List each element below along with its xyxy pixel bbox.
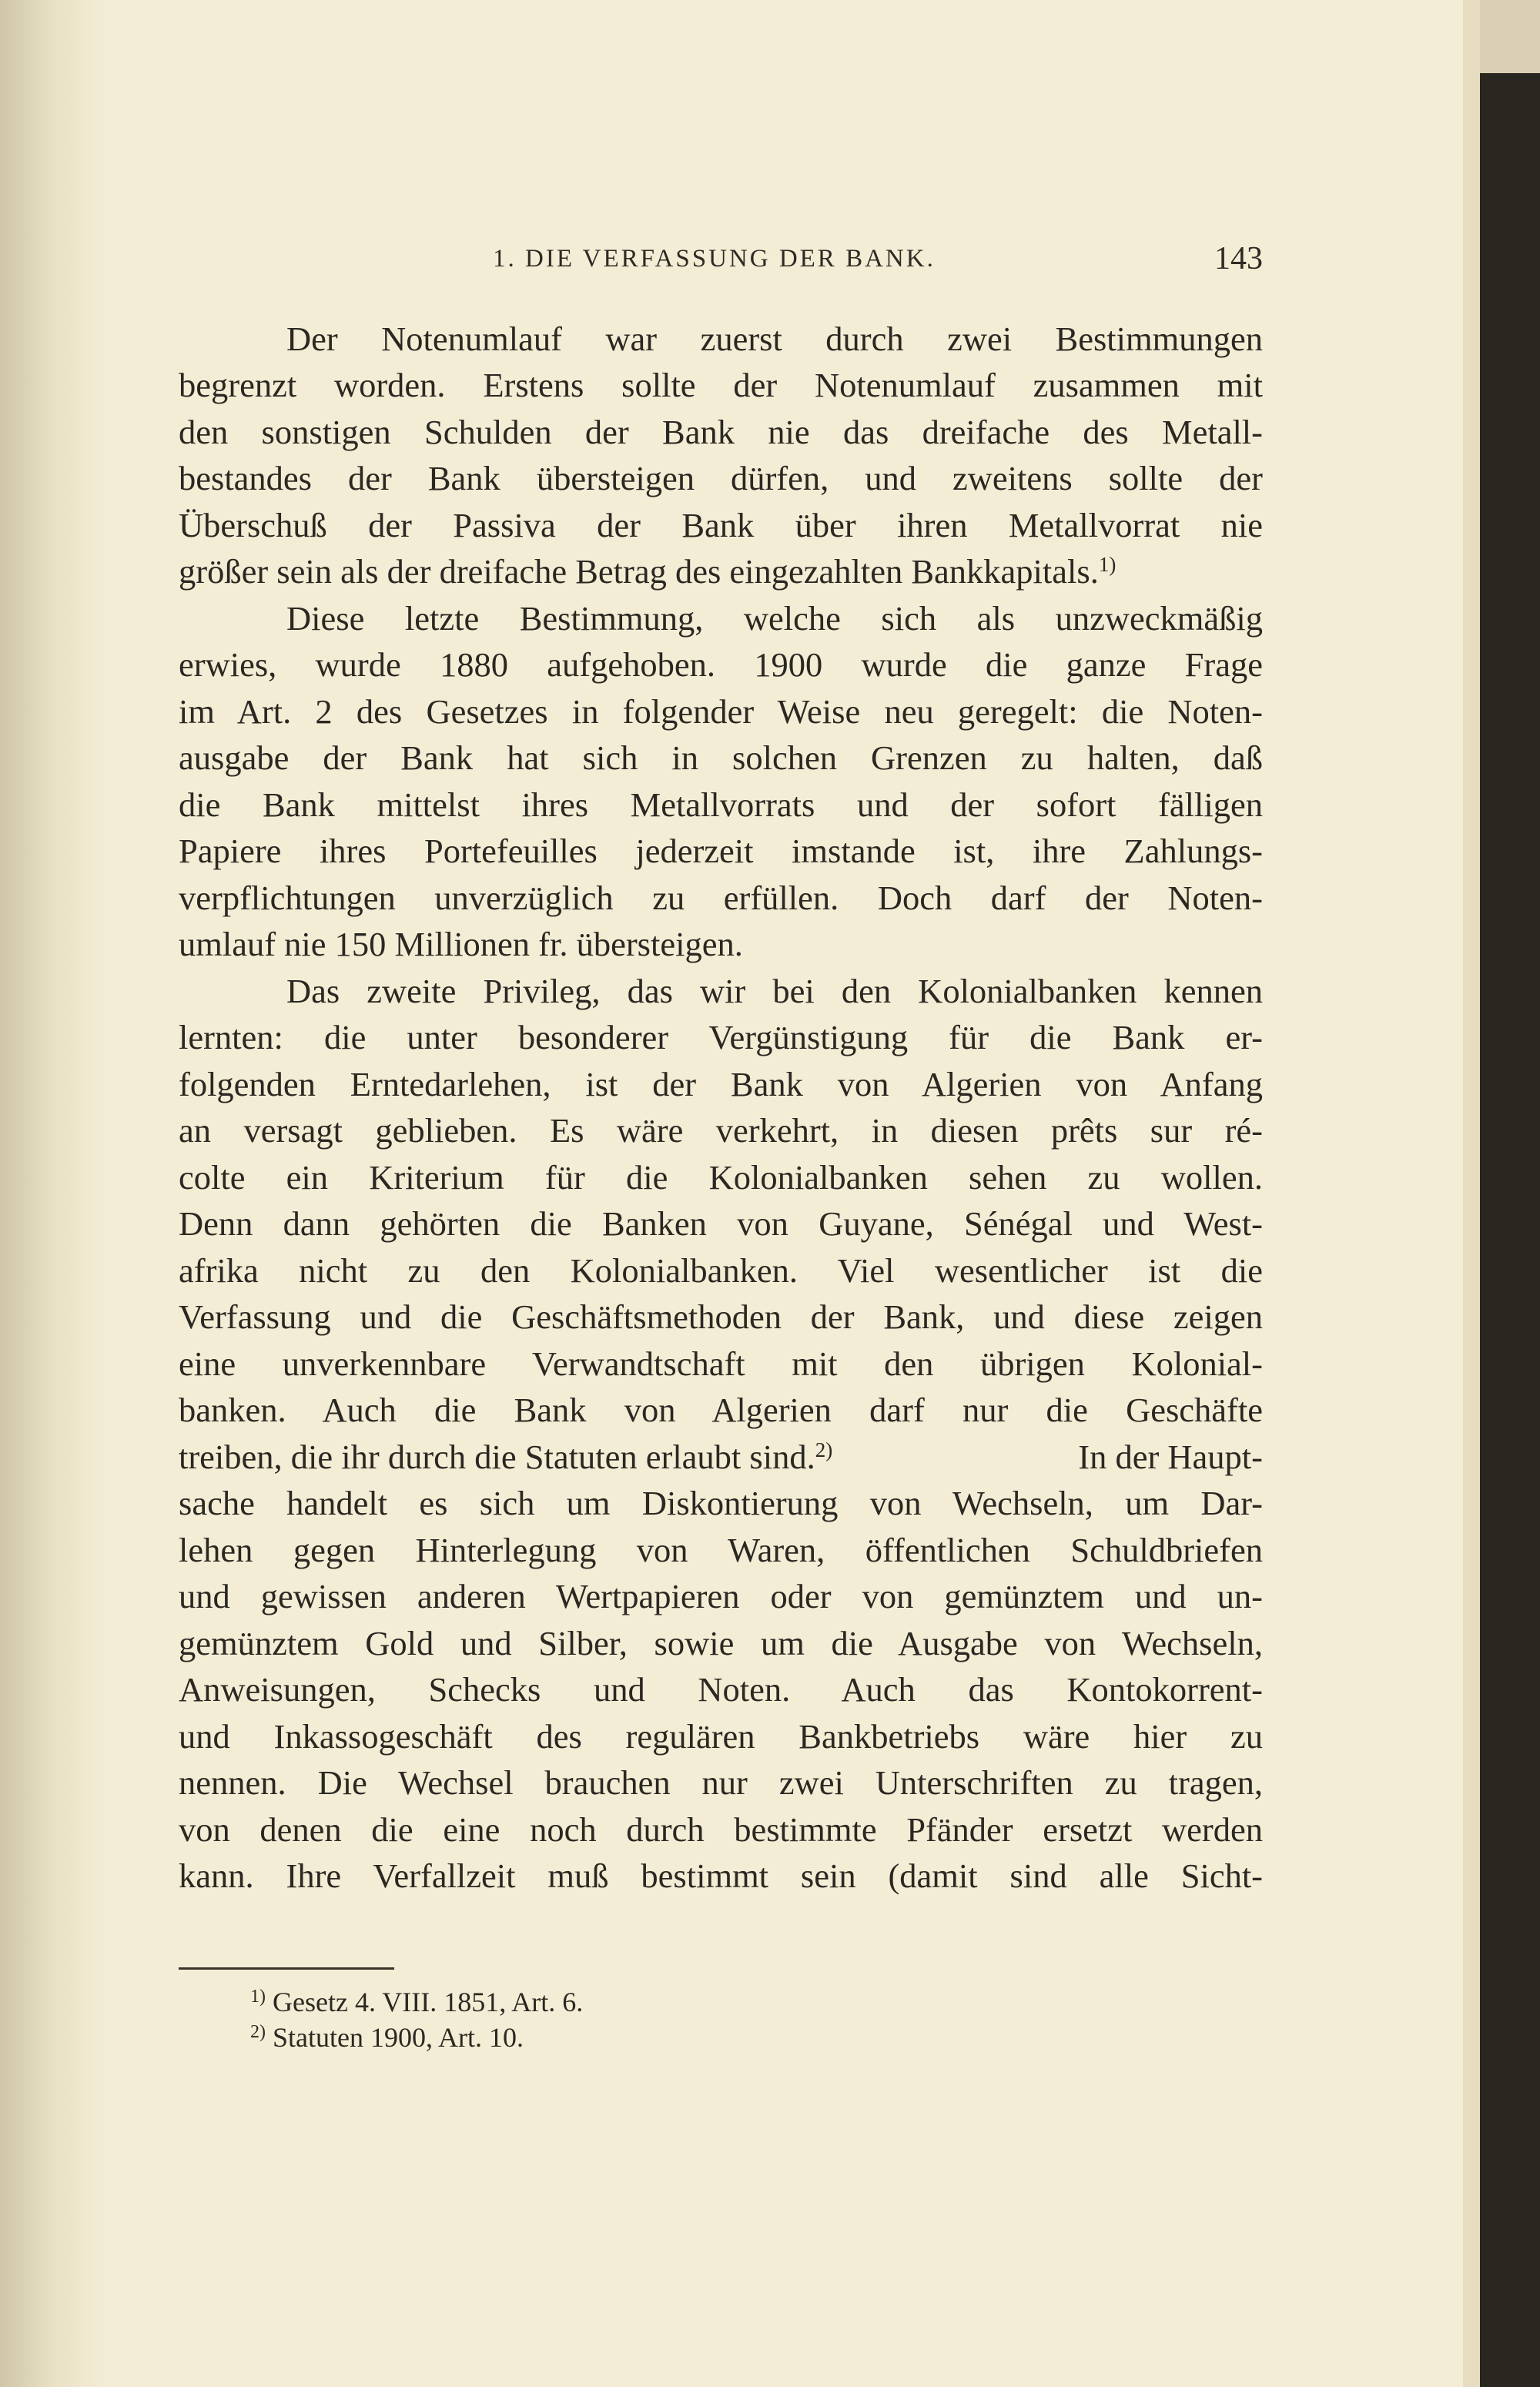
- text-line: kann. Ihre Verfallzeit muß bestimmt sein (damit sind alle Sicht-: [179, 1856, 1263, 1895]
- footnote-text: Gesetz 4. VIII. 1851, Art. 6.: [273, 1987, 584, 2017]
- text-line: und Inkassogeschäft des regulären Bankbetriebs wäre hier zu: [179, 1717, 1263, 1756]
- text-line: sache handelt es sich um Diskontierung von Wechseln, um Dar-: [179, 1484, 1263, 1522]
- text-line: folgenden Erntedarlehen, ist der Bank von Algerien von Anfang: [179, 1065, 1263, 1103]
- text-line: lernten: die unter besonderer Vergünstigung für die Bank er-: [179, 1018, 1263, 1056]
- text-line: die Bank mittelst ihres Metallvorrats und der sofort fälligen: [179, 785, 1263, 824]
- dark-border-right: [1480, 73, 1540, 2387]
- text-line: bestandes der Bank übersteigen dürfen, und zweitens sollte der: [179, 459, 1263, 497]
- text-line: Papiere ihres Portefeuilles jederzeit imstande ist, ihre Zahlungs-: [179, 832, 1263, 870]
- footnote-marker: 1): [250, 1987, 266, 2007]
- text-line: colte ein Kriterium für die Kolonialbanken sehen zu wollen.: [179, 1158, 1263, 1197]
- text-line: Diese letzte Bestimmung, welche sich als unzweckmäßig: [286, 599, 1263, 638]
- text-line-content: treiben, die ihr durch die Statuten erlaubt sind.: [179, 1438, 815, 1476]
- text-line-segment: [179, 1440, 832, 1475]
- text-line: lehen gegen Hinterlegung von Waren, öffentlichen Schuldbriefen: [179, 1531, 1263, 1569]
- text-line: Das zweite Privileg, das wir bei den Kolonialbanken kennen: [286, 972, 1263, 1010]
- text-line-content: größer sein als der dreifache Betrag des eingezahlten Bankkapitals.: [179, 552, 1099, 591]
- running-title: 1. DIE VERFASSUNG DER BANK.: [493, 245, 936, 273]
- footnote-ref-1: 1): [1098, 553, 1116, 576]
- text-line: Der Notenumlauf war zuerst durch zwei Bestimmungen: [286, 320, 1263, 358]
- text-line: afrika nicht zu den Kolonialbanken. Viel wesentlicher ist die: [179, 1251, 1263, 1290]
- text-line: im Art. 2 des Gesetzes in folgender Weise neu geregelt: die Noten-: [179, 692, 1263, 731]
- text-line: begrenzt worden. Erstens sollte der Notenumlauf zusammen mit: [179, 366, 1263, 404]
- footnote-separator: [179, 1967, 394, 1970]
- text-line: Anweisungen, Schecks und Noten. Auch das Kontokorrent-: [179, 1670, 1263, 1709]
- text-line: Denn dann gehörten die Banken von Guyane, Sénégal und West-: [179, 1204, 1263, 1243]
- text-line: erwies, wurde 1880 aufgehoben. 1900 wurde die ganze Frage: [179, 645, 1263, 684]
- text-line: ausgabe der Bank hat sich in solchen Grenzen zu halten, daß: [179, 738, 1263, 777]
- top-strip: [1480, 0, 1540, 73]
- text-line: Verfassung und die Geschäftsmethoden der Bank, und diese zeigen: [179, 1297, 1263, 1336]
- page-number: 143: [1214, 241, 1263, 276]
- text-line: [179, 1440, 1263, 1475]
- text-line: eine unverkennbare Verwandtschaft mit den übrigen Kolonial-: [179, 1344, 1263, 1383]
- text-line: Überschuß der Passiva der Bank über ihren Metallvorrat nie: [179, 506, 1263, 544]
- footnote: [250, 1988, 583, 2016]
- text-line: banken. Auch die Bank von Algerien darf nur die Geschäfte: [179, 1391, 1263, 1429]
- text-line: umlauf nie 150 Millionen fr. übersteigen.: [179, 925, 743, 963]
- text-line: nennen. Die Wechsel brauchen nur zwei Unterschriften zu tragen,: [179, 1763, 1263, 1802]
- text-line: von denen die eine noch durch bestimmte Pfänder ersetzt werden: [179, 1810, 1263, 1849]
- footnote-marker: 2): [250, 2022, 266, 2042]
- text-line: [179, 554, 1116, 589]
- text-line: an versagt geblieben. Es wäre verkehrt, in diesen prêts sur ré-: [179, 1111, 1263, 1150]
- page-header: [493, 241, 1263, 291]
- text-line-content: In der Haupt-: [1078, 1438, 1263, 1476]
- text-line: und gewissen anderen Wertpapieren oder von gemünztem und un-: [179, 1577, 1263, 1615]
- footnote-ref-2: 2): [815, 1438, 833, 1461]
- footnote-text: Statuten 1900, Art. 10.: [273, 2022, 524, 2053]
- text-line: den sonstigen Schulden der Bank nie das dreifache des Metall-: [179, 413, 1263, 451]
- text-line: verpflichtungen unverzüglich zu erfüllen. Doch darf der Noten-: [179, 879, 1263, 917]
- footnote: [250, 2024, 524, 2051]
- text-line: gemünztem Gold und Silber, sowie um die Ausgabe von Wechseln,: [179, 1624, 1263, 1662]
